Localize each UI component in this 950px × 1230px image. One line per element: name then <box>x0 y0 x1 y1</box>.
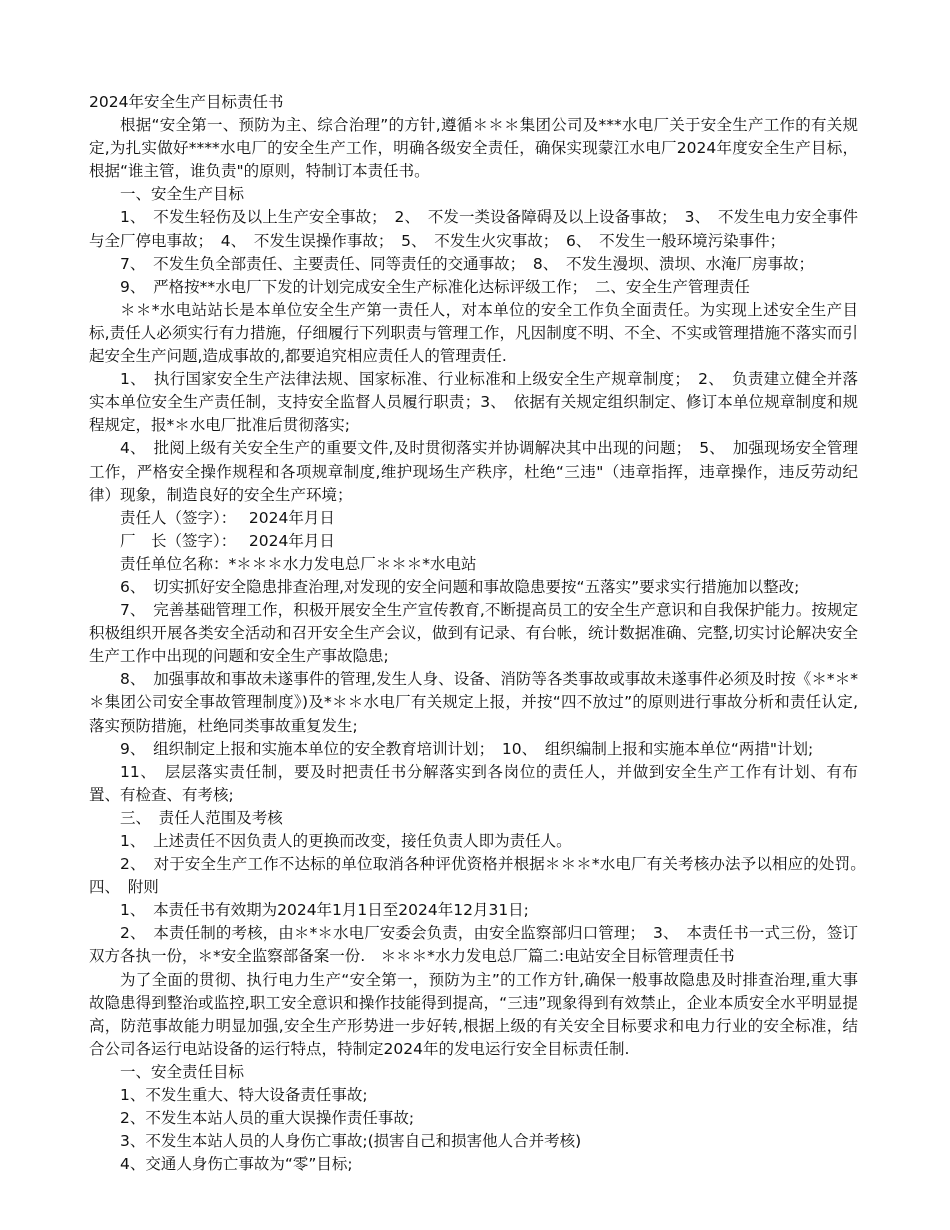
paragraph: 3、不发生本站人员的人身伤亡事故;(损害自己和损害他人合并考核) <box>120 1132 582 1151</box>
paragraph: ＊＊*水电站站长是本单位安全生产第一责任人，对本单位的安全工作负全面责任。为实现上述安全生产目标,责任人必须实行有力措施，仔细履行下列职责与管理工作，凡因制度不明、不全、不实或管理措施不落实而引起安全生产问题,造成事故的,都要追究相应责任人的管理责任. <box>89 300 858 366</box>
paragraph: 7、 完善基础管理工作，积极开展安全生产宣传教育,不断提高员工的安全生产意识和自我保护能力。按规定积极组织开展各类安全活动和召开安全生产会议，做到有记录、有台帐，统计数据准确、完整,切实讨论解决安全生产工作中出现的问题和安全生产事故隐患; <box>89 601 858 666</box>
paragraph: 1、 执行国家安全生产法律法规、国家标准、行业标准和上级安全生产规章制度； 2、 负责建立健全并落实本单位安全生产责任制，支持安全监督人员履行职责；3、 依据有关规定组织制定、修订本单位规章制度和规程规定，报*＊水电厂批准后贯彻落实; <box>89 370 858 435</box>
paragraph: 2、 本责任制的考核，由＊*＊水电厂安委会负责，由安全监察部归口管理； 3、 本责任书一式三份，签订双方各执一份，＊*安全监察部备案一份. ＊＊＊*水力发电总厂篇二:电站安全目标管理责任书 <box>89 924 858 966</box>
paragraph: 9、 组织制定上报和实施本单位的安全教育培训计划； 10、 组织编制上报和实施本单位“两措"计划; <box>120 739 814 758</box>
paragraph: 1、 不发生轻伤及以上生产安全事故； 2、 不发一类设备障碍及以上设备事故； 3、 不发生电力安全事件与全厂停电事故； 4、 不发生误操作事故； 5、 不发生火灾事故； 6、 不发生一般环境污染事件； <box>89 208 858 250</box>
paragraph: 根据“安全第一、预防为主、综合治理”的方针,遵循＊＊＊集团公司及***水电厂关于安全生产工作的有关规定,为扎实做好****水电厂的安全生产工作，明确各级安全责任，确保实现蒙江水电厂2024年度安全生产目标，根据“谁主管，谁负责"的原则，特制订本责任书。 <box>89 116 858 181</box>
paragraph: 4、 批阅上级有关安全生产的重要文件,及时贯彻落实并协调解决其中出现的问题； 5、 加强现场安全管理工作，严格安全操作规程和各项规章制度,维护现场生产秩序，杜绝“三违"（违章指挥，违章操作，违反劳动纪律）现象，制造良好的安全生产环境； <box>89 439 858 504</box>
paragraph: 2、不发生本站人员的重大误操作责任事故; <box>120 1109 415 1128</box>
paragraph: 4、交通人身伤亡事故为“零”目标; <box>120 1155 353 1174</box>
document-title: 2024年安全生产目标责任书 <box>89 93 284 111</box>
paragraph: 1、 本责任书有效期为2024年1月1日至2024年12月31日; <box>120 901 529 920</box>
paragraph: 责任人（签字）： 2024年月日 <box>120 508 335 527</box>
paragraph: 一、安全生产目标 <box>120 185 245 204</box>
paragraph: 一、安全责任目标 <box>120 1062 245 1081</box>
paragraph: 2、 对于安全生产工作不达标的单位取消各种评优资格并根据＊＊＊*水电厂有关考核办法予以相应的处罚。 四、 附则 <box>89 855 874 897</box>
paragraph: 6、 切实抓好安全隐患排查治理,对发现的安全问题和事故隐患要按“五落实”要求实行措施加以整改; <box>120 577 800 596</box>
paragraph: 9、 严格按**水电厂下发的计划完成安全生产标准化达标评级工作； 二、安全生产管理责任 <box>120 277 750 296</box>
paragraph: 7、 不发生负全部责任、主要责任、同等责任的交通事故； 8、 不发生漫坝、溃坝、水淹厂房事故； <box>120 254 814 273</box>
paragraph: 8、 加强事故和事故未遂事件的管理,发生人身、设备、消防等各类事故或事故未遂事件必须及时按《＊*＊*＊集团公司安全事故管理制度》)及*＊＊水电厂有关规定上报，并按“四不放过”的原则进行事故分析和责任认定,落实预防措施，杜绝同类事故重复发生; <box>89 670 858 735</box>
paragraph: 为了全面的贯彻、执行电力生产“安全第一，预防为主”的工作方针,确保一般事故隐患及时排查治理,重大事故隐患得到整治或监控,职工安全意识和操作技能得到提高，“三违”现象得到有效禁止，企业本质安全水平明显提高，防范事故能力明显加强,安全生产形势进一步好转,根据上级的有关安全目标要求和电力行业的安全标准，结合公司各运行电站设备的运行特点，特制定2024年的发电运行安全目标责任制. <box>89 970 858 1058</box>
document-body <box>89 114 874 1176</box>
paragraph: 厂 长（签字）： 2024年月日 <box>120 531 335 550</box>
paragraph: 11、 层层落实责任制，要及时把责任书分解落实到各岗位的责任人，并做到安全生产工作有计划、有布置、有检查、有考核; <box>89 762 858 804</box>
paragraph: 1、不发生重大、特大设备责任事故; <box>120 1086 368 1105</box>
paragraph: 责任单位名称：*＊＊＊水力发电总厂＊＊＊*水电站 <box>120 554 477 573</box>
paragraph: 三、 责任人范围及考核 <box>120 808 283 827</box>
paragraph: 1、 上述责任不因负责人的更换而改变，接任负责人即为责任人。 <box>120 832 572 850</box>
